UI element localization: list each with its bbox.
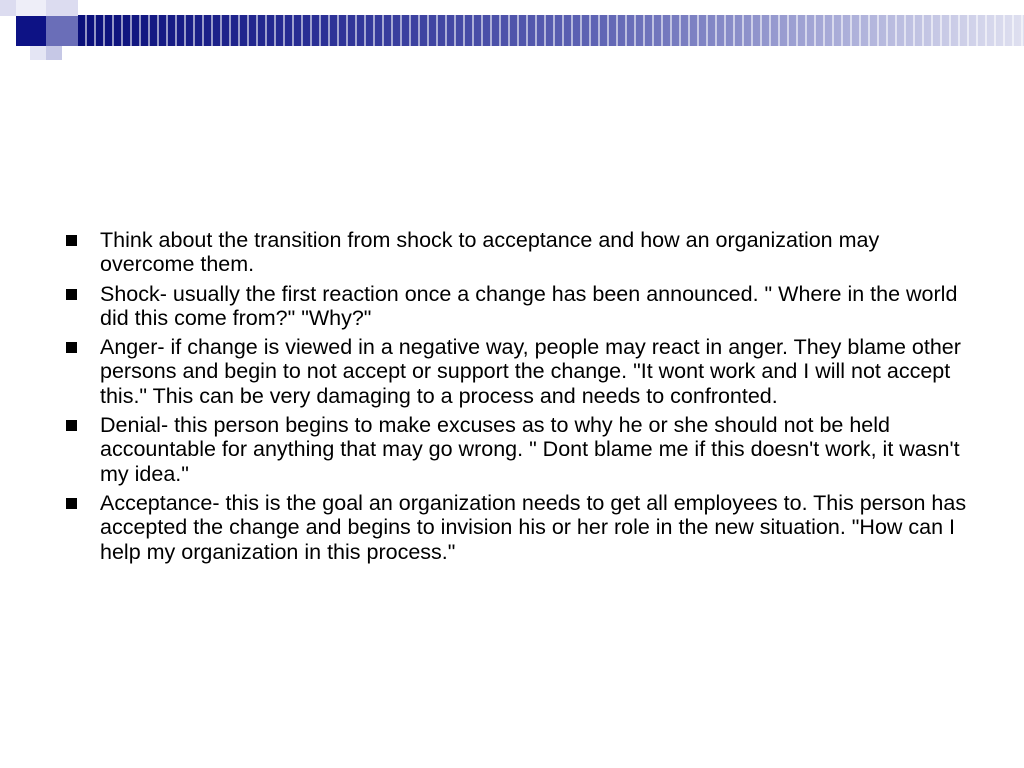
bullet-text: Shock- usually the first reaction once a change has been announced. " Where in the world did this come from?" "Why?" bbox=[100, 281, 958, 330]
square-bullet-icon bbox=[66, 420, 77, 431]
header-stripe-pattern bbox=[78, 15, 1024, 46]
list-item bbox=[62, 282, 972, 331]
square-bullet-icon bbox=[66, 498, 77, 509]
header-decoration-square bbox=[46, 0, 78, 16]
bullet-list bbox=[62, 228, 972, 569]
header-decoration-square bbox=[16, 0, 46, 16]
list-item bbox=[62, 228, 972, 277]
list-item bbox=[62, 491, 972, 564]
bullet-text: Anger- if change is viewed in a negative way, people may react in anger. They blame other persons and begin to not accept or support the change. "It wont work and I will not accept this." This can be very damaging to a process and needs to confronted. bbox=[100, 335, 961, 408]
bullet-text: Denial- this person begins to make excuses as to why he or she should not be held accountable for anything that may go wrong. " Dont blame me if this doesn't work, it wasn't my idea." bbox=[100, 413, 960, 486]
square-bullet-icon bbox=[66, 289, 77, 300]
square-bullet-icon bbox=[66, 235, 77, 246]
list-item bbox=[62, 335, 972, 408]
bullet-text: Think about the transition from shock to acceptance and how an organization may overcome them. bbox=[100, 228, 880, 277]
header-decoration-square bbox=[30, 46, 46, 60]
header-decoration-square bbox=[0, 0, 16, 16]
header-decoration-square bbox=[46, 16, 78, 46]
header-decoration-square bbox=[46, 46, 62, 60]
list-item bbox=[62, 413, 972, 486]
square-bullet-icon bbox=[66, 342, 77, 353]
header-decoration-square bbox=[16, 16, 46, 46]
bullet-text: Acceptance- this is the goal an organization needs to get all employees to. This person has accepted the change and begins to invision his or her role in the new situation. "How can I help my organization in this process." bbox=[100, 490, 967, 564]
